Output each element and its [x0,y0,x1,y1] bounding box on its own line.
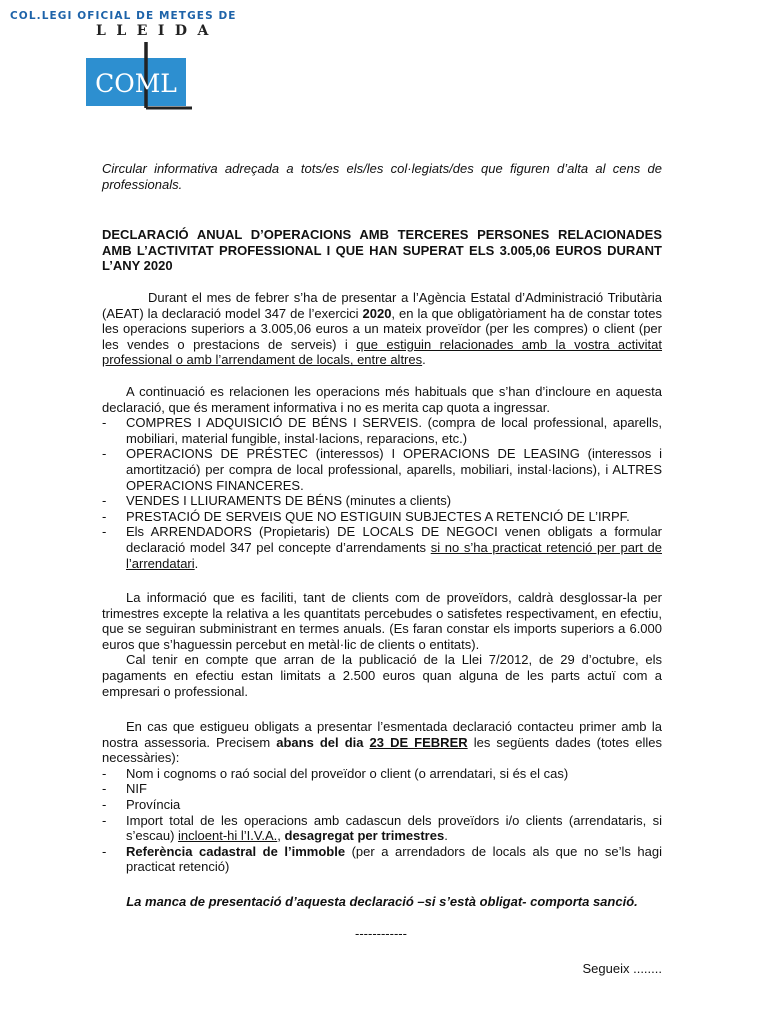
op5-underlined: si no s’ha practicat retenció per part de l’arrendatari [126,539,662,571]
item4-text-c: . [444,828,448,844]
item4-bold: desagregat per trimestres [284,828,445,844]
data-item: - NIF [102,781,662,797]
operation-item: - COMPRES I ADQUISICIÓ DE BÉNS I SERVEIS. (compra de local professional, aparells, mobiliari, material fungible, instal·lacions, reparacions, etc.) [102,415,662,446]
p5-text-a: En cas que estigueu obligats a presentar l’esmentada declaració contacteu primer amb la nostra assessoria. Precisem [102,719,662,750]
document-title: DECLARACIÓ ANUAL D’OPERACIONS AMB TERCERES PERSONES RELACIONADES AMB L’ACTIVITAT PROFESSIONAL I QUE HAN SUPERAT ELS 3.005,06 EUROS DURANT L’ANY 2020 [102,227,662,274]
p1-text-b: , en la que obligatòriament ha de constar totes les operacions superiors a 3.005,06 euros a un mateix proveïdor (per les compres) o client (per les vendes o prestacions de serveis) i [102,305,663,352]
org-name-line1: COL.LEGI OFICIAL DE METGES DE [10,10,237,22]
paragraph-contact [102,719,662,766]
operation-item: - VENDES I LLIURAMENTS DE BÉNS (minutes a clients) [102,493,662,509]
p1-year: 2020 [362,305,392,321]
paragraph-trimestres: La informació que es faciliti, tant de clients com de proveïdors, caldrà desglossar-la per trimestres excepte la relativa a les quantitats percebudes o satisfetes respectivament, en efectiu, que se seguiran subministrant en termes anuals. (Es faran constar els imports superiors a 6.000 euros que s’haguessin percebut en metàl·lic de clients o entitats). [102,590,662,652]
coml-logo [84,42,196,110]
required-data-list [102,766,662,875]
operation-item: - PRESTACIÓ DE SERVEIS QUE NO ESTIGUIN SUBJECTES A RETENCIÓ DE L’IRPF. [102,509,662,525]
item4-text-b: , [277,828,285,844]
op5-text-b: . [194,555,199,571]
continues-label: Segueix ........ [582,961,662,976]
p1-underlined: que estiguin relacionades amb la vostra activitat professional o amb l’arrendament de locals, entre altres [102,336,663,368]
data-item: - Província [102,797,662,813]
logo-text: COML [95,69,177,98]
p1-text-c: . [422,352,426,368]
item4-underlined: incloent-hi l’I.V.A. [178,828,278,844]
circular-intro: Circular informativa adreçada a tots/es els/les col·legiats/des que figuren d’alta al cens de professionals. [102,161,662,192]
penalty-note: La manca de presentació d’aquesta declaració –si s’està obligat- comporta sanció. [126,894,638,909]
org-name-line2: LLEIDA [96,23,219,39]
paragraph-efectiu: Cal tenir en compte que arran de la publicació de la Llei 7/2012, de 29 d’octubre, els pagaments en efectiu estan limitats a 2.500 euros quan alguna de les parts actuï com a empresari o professional. [102,652,662,699]
operation-item: - OPERACIONS DE PRÉSTEC (interessos) I OPERACIONS DE LEASING (interessos i amortització) per compra de local professional, aparells, mobiliari, instal·lacions), i ALTRES OPERACIONS FINANCERES. [102,446,662,493]
data-item: - Nom i cognoms o raó social del proveïdor o client (o arrendatari, si és el cas) [102,766,662,782]
operations-list [102,415,662,571]
required-data-section [102,719,662,875]
item5-text-a: (per a arrendadors de locals als que no se’ls hagi practicat retenció) [126,843,662,875]
p1-text-a: Durant el mes de febrer s’ha de presentar a l’Agència Estatal d’Administració Tributària (AEAT) la declaració model 347 de l’exercici [102,290,662,321]
item4-text-a: Import total de les operacions amb cadascun dels proveïdors i/o clients (arrendataris, si s’escau) [126,812,662,844]
paragraph-model-347 [102,290,662,368]
data-item-import [102,813,662,844]
paragraph-desglossament [102,590,662,699]
data-item-cadastral [102,844,662,875]
operations-section [102,384,662,571]
item5-bold: Referència cadastral de l’immoble [126,843,346,859]
p5-text-b: les següents dades (totes elles necessàries): [102,734,662,766]
separator-line: ------------ [355,926,407,941]
paragraph-operations-intro: A continuació es relacionen les operacions més habituals que s’han d’incloure en aquesta declaració, que és merament informativa i no es merita cap quota a ingressar. [102,384,662,415]
operation-item-arrendadors [102,524,662,571]
op5-text-a: Els ARRENDADORS (Propietaris) DE LOCALS DE NEGOCI venen obligats a formular declaració model 347 pel concepte d’arrendaments [126,524,662,555]
p5-deadline-label: abans del dia [276,734,370,750]
p5-deadline-date: 23 DE FEBRER [369,734,468,750]
